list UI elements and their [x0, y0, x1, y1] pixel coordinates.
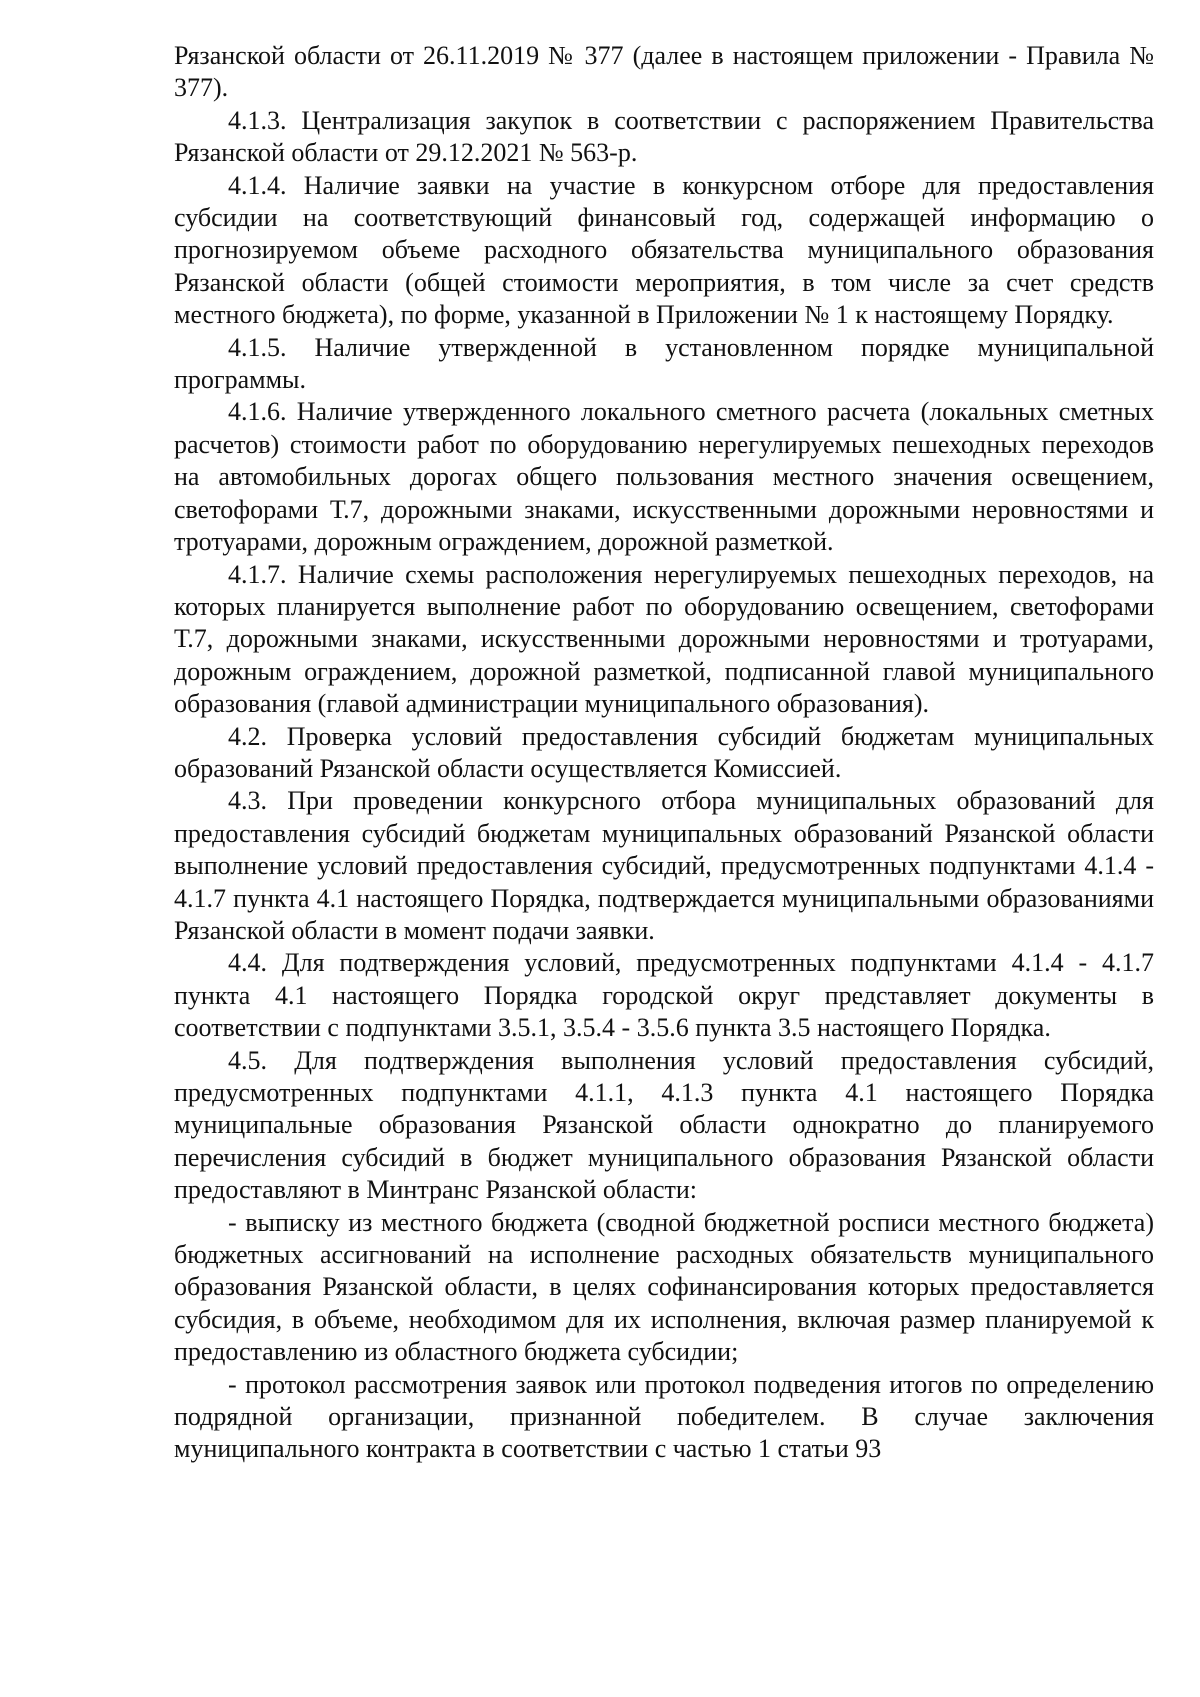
- paragraph-4-4: 4.4. Для подтверждения условий, предусмотренных подпунктами 4.1.4 - 4.1.7 пункта 4.1 настоящего Порядка городской округ представляет документы в соответствии с подпунктами 3.5.1, 3.5.4 - 3.5.6 пункта 3.5 настоящего Порядка.: [174, 948, 1154, 1043]
- paragraph-4-1-6: 4.1.6. Наличие утвержденного локального сметного расчета (локальных сметных расчетов) стоимости работ по оборудованию нерегулируемых пешеходных переходов на автомобильных дорогах общего пользования местного значения освещением, светофорами Т.7, дорожными знаками, искусственными дорожными неровностями и тротуарами, дорожным ограждением, дорожной разметкой.: [174, 397, 1154, 557]
- paragraph-continuation: Рязанской области от 26.11.2019 № 377 (далее в настоящем приложении - Правила № 377).: [174, 41, 1154, 103]
- paragraph-4-5: 4.5. Для подтверждения выполнения условий предоставления субсидий, предусмотренных подпунктами 4.1.1, 4.1.3 пункта 4.1 настоящего Порядка муниципальные образования Рязанской области однократно до планируемого перечисления субсидий в бюджет муниципального образования Рязанской области предоставляют в Минтранс Рязанской области:: [174, 1045, 1154, 1205]
- document-page: [174, 40, 1154, 1466]
- list-item-protocol: - протокол рассмотрения заявок или протокол подведения итогов по определению подрядной организации, признанной победителем. В случае заключения муниципального контракта в соответствии с частью 1 статьи 93: [174, 1369, 1154, 1464]
- paragraph-4-1-3: 4.1.3. Централизация закупок в соответствии с распоряжением Правительства Рязанской области от 29.12.2021 № 563-р.: [174, 105, 1154, 168]
- paragraph-4-1-4: 4.1.4. Наличие заявки на участие в конкурсном отборе для предоставления субсидии на соответствующий финансовый год, содержащей информацию о прогнозируемом объеме расходного обязательства муниципального образования Рязанской области (общей стоимости мероприятия, в том числе за счет средств местного бюджета), по форме, указанной в Приложении № 1 к настоящему Порядку.: [174, 170, 1154, 330]
- paragraph-4-1-7: 4.1.7. Наличие схемы расположения нерегулируемых пешеходных переходов, на которых планируется выполнение работ по оборудованию освещением, светофорами Т.7, дорожными знаками, искусственными дорожными неровностями и тротуарами, дорожным ограждением, дорожной разметкой, подписанной главой муниципального образования (главой администрации муниципального образования).: [174, 559, 1154, 719]
- paragraph-4-3: 4.3. При проведении конкурсного отбора муниципальных образований для предоставления субсидий бюджетам муниципальных образований Рязанской области выполнение условий предоставления субсидий, предусмотренных подпунктами 4.1.4 - 4.1.7 пункта 4.1 настоящего Порядка, подтверждается муниципальными образованиями Рязанской области в момент подачи заявки.: [174, 786, 1154, 945]
- paragraph-4-2: 4.2. Проверка условий предоставления субсидий бюджетам муниципальных образований Рязанской области осуществляется Комиссией.: [174, 721, 1154, 783]
- list-item-budget-extract: - выписку из местного бюджета (сводной бюджетной росписи местного бюджета) бюджетных ассигнований на исполнение расходных обязательств муниципального образования Рязанской области, в целях софинансирования которых предоставляется субсидия, в объеме, необходимом для их исполнения, включая размер планируемой к предоставлению из областного бюджета субсидии;: [174, 1207, 1154, 1367]
- paragraph-4-1-5: 4.1.5. Наличие утвержденной в установленном порядке муниципальной программы.: [174, 332, 1154, 395]
